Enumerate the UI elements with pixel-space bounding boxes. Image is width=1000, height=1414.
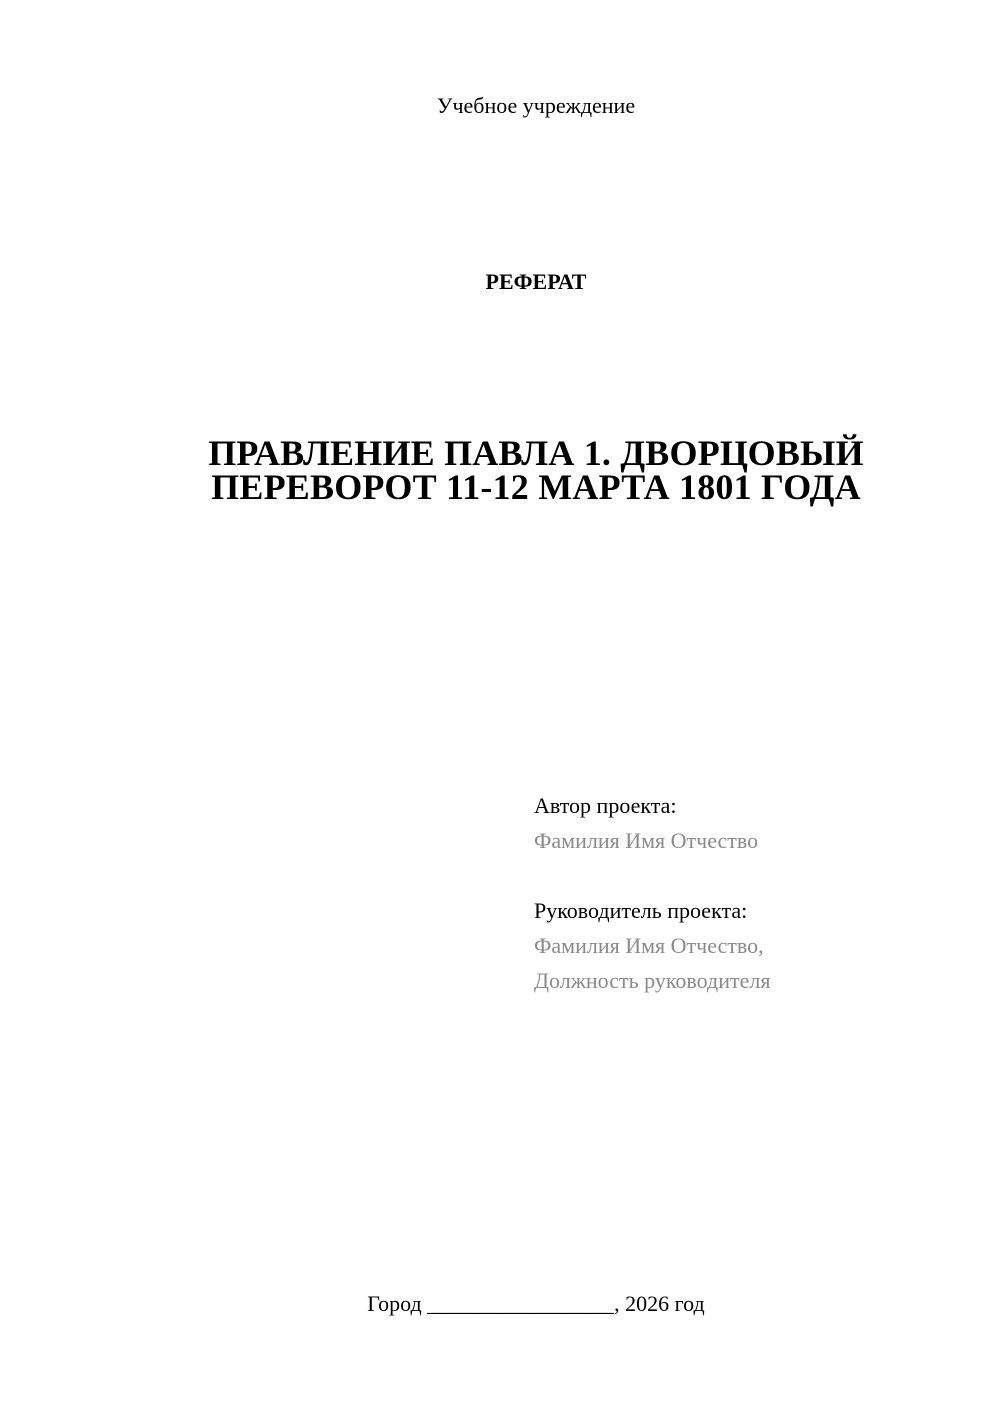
author-label: Автор проекта: — [534, 793, 677, 818]
supervisor-name: Фамилия Имя Отчество, — [534, 933, 764, 958]
info-spacer — [534, 858, 974, 893]
project-info — [534, 788, 974, 998]
document-type: РЕФЕРАТ — [485, 269, 587, 294]
document-title — [0, 433, 1000, 507]
city-year-line: Город _________________, 2026 год — [367, 1291, 705, 1316]
institution-name: Учебное учреждение — [436, 93, 636, 118]
supervisor-position: Должность руководителя — [534, 968, 771, 993]
document-title-line-2: ПЕРЕВОРОТ 11-12 МАРТА 1801 ГОДА — [211, 467, 861, 507]
document-title-line-1: ПРАВЛЕНИЕ ПАВЛА 1. ДВОРЦОВЫЙ — [208, 433, 864, 473]
author-name: Фамилия Имя Отчество — [534, 828, 759, 853]
supervisor-label: Руководитель проекта: — [534, 898, 748, 923]
